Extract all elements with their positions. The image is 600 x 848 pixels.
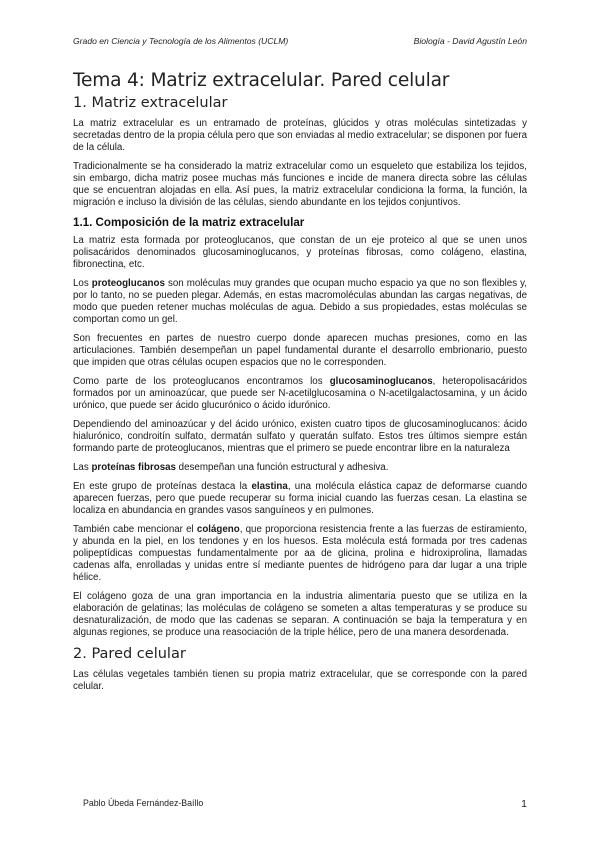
paragraph <box>73 278 527 326</box>
bold-term-proteinas-fibrosas: proteínas fibrosas <box>91 462 176 473</box>
page-number: 1 <box>521 798 527 810</box>
bold-term-elastina: elastina <box>251 481 288 492</box>
paragraph <box>73 376 527 412</box>
page-title: Tema 4: Matriz extracelular. Pared celular <box>73 70 450 91</box>
text-run: Las <box>73 462 92 473</box>
header-course: Grado en Ciencia y Tecnología de los Alimentos (UCLM) <box>73 36 289 46</box>
text-run: Los <box>73 278 92 289</box>
paragraph: La matriz esta formada por proteoglucanos, que constan de un eje proteico al que se unen unos polisacáridos denominados glucosaminoglucanos, y proteínas fibrosas, como colágeno, elastina, fibronectina, etc. <box>73 235 527 270</box>
text-run: En este grupo de proteínas destaca la <box>73 481 252 492</box>
bold-term-colageno: colágeno <box>196 524 240 535</box>
paragraph <box>73 462 527 474</box>
paragraph <box>73 481 527 517</box>
paragraph: Dependiendo del aminoazúcar y del ácido urónico, existen cuatro tipos de glucosaminoglucanos: ácido hialurónico, condroitín sulfato, dermatán sulfato y queratán sulfato. Estos tres últimos siempre están formando parte de proteoglucanos, mientras que el primero se puede encontrar libre en la naturaleza <box>73 419 527 454</box>
text-run: También cabe mencionar el <box>73 524 197 535</box>
paragraph: Las células vegetales también tienen su propia matriz extracelular, que se corresponde con la pared celular. <box>73 669 527 692</box>
paragraph: El colágeno goza de una gran importancia en la industria alimentaria puesto que se utiliza en la elaboración de gelatinas; las moléculas de colágeno se someten a altas temperaturas y se produce su desnaturalización, de modo que las cadenas se separan. A continuación se baja la temperatura y en algunas regiones, se produce una reasociación de la triple hélice, pero de una manera desordenada. <box>73 591 527 638</box>
bold-term-proteoglucanos: proteoglucanos <box>91 278 165 289</box>
text-run: son moléculas muy grandes que ocupan mucho espacio ya que no son flexibles y, por lo tanto, no se pueden plegar. Además, en estas macromoléculas abundan las cargas negativas, de modo que pueden retener muchas moléculas de agua. Debido a sus propiedades, estas moléculas se comportan como un gel. <box>73 278 527 325</box>
bold-term-glucosaminoglucanos: glucosaminoglucanos <box>329 376 433 387</box>
section-heading-pared: 2. Pared celular <box>73 646 186 662</box>
subsection-heading-composicion: 1.1. Composición de la matriz extracelular <box>73 216 305 229</box>
text-run: , heteropolisacáridos formados por un aminoazúcar, que puede ser N-acetilglucosamina o N-acetilgalactosamina, y un ácido urónico, que puede ser ácido glucurónico o ácido idurónico. <box>73 376 527 411</box>
section-heading-matriz: 1. Matriz extracelular <box>73 95 228 111</box>
page-content <box>73 70 527 700</box>
text-run: desempeñan una función estructural y adhesiva. <box>175 462 389 473</box>
paragraph: La matriz extracelular es un entramado de proteínas, glúcidos y otras moléculas sintetizadas y secretadas dentro de la propia célula pero que son enviadas al medio extracelular; se disponen por fuera de la célula. <box>73 118 527 153</box>
paragraph: Tradicionalmente se ha considerado la matriz extracelular como un esqueleto que estabiliza los tejidos, sin embargo, dicha matriz posee muchas más funciones e incide de manera directa sobre las células que se encuentran alojadas en ella. Así pues, la matriz extracelular condiciona la forma, la función, la migración e incluso la división de las células, siendo abundante en los tejidos conjuntivos. <box>73 161 527 208</box>
paragraph: Son frecuentes en partes de nuestro cuerpo donde aparecen muchas presiones, como en las articulaciones. También desempeñan un papel fundamental durante el desarrollo embrionario, puesto que impiden que otras células ocupen espacios que no le corresponden. <box>73 333 527 368</box>
page-header <box>73 36 527 46</box>
header-subject: Biología - David Agustín León <box>413 36 527 46</box>
footer-author: Pablo Úbeda Fernández-Baíllo <box>83 798 204 808</box>
text-run: , que proporciona resistencia frente a las fuerzas de estiramiento, y abunda en la piel, en los tendones y en los huesos. Esta molécula está formada por tres cadenas polipeptídicas compuestas fundamentalmente por aa de glicina, prolina e hidroxiprolina, llamadas cadenas alfa, enrolladas y unidas entre sí mediante puentes de hidrógeno para dar lugar a una triple hélice. <box>73 524 527 583</box>
page-footer <box>83 798 527 810</box>
text-run: , una molécula elástica capaz de deformarse cuando aparecen fuerzas, pero que puede recuperar su forma inicial cuando las fuerzas cesan. La elastina se localiza en abundancia en grandes vasos sanguíneos y en pulmones. <box>73 481 527 516</box>
text-run: Como parte de los proteoglucanos encontramos los <box>73 376 330 387</box>
paragraph <box>73 524 527 584</box>
